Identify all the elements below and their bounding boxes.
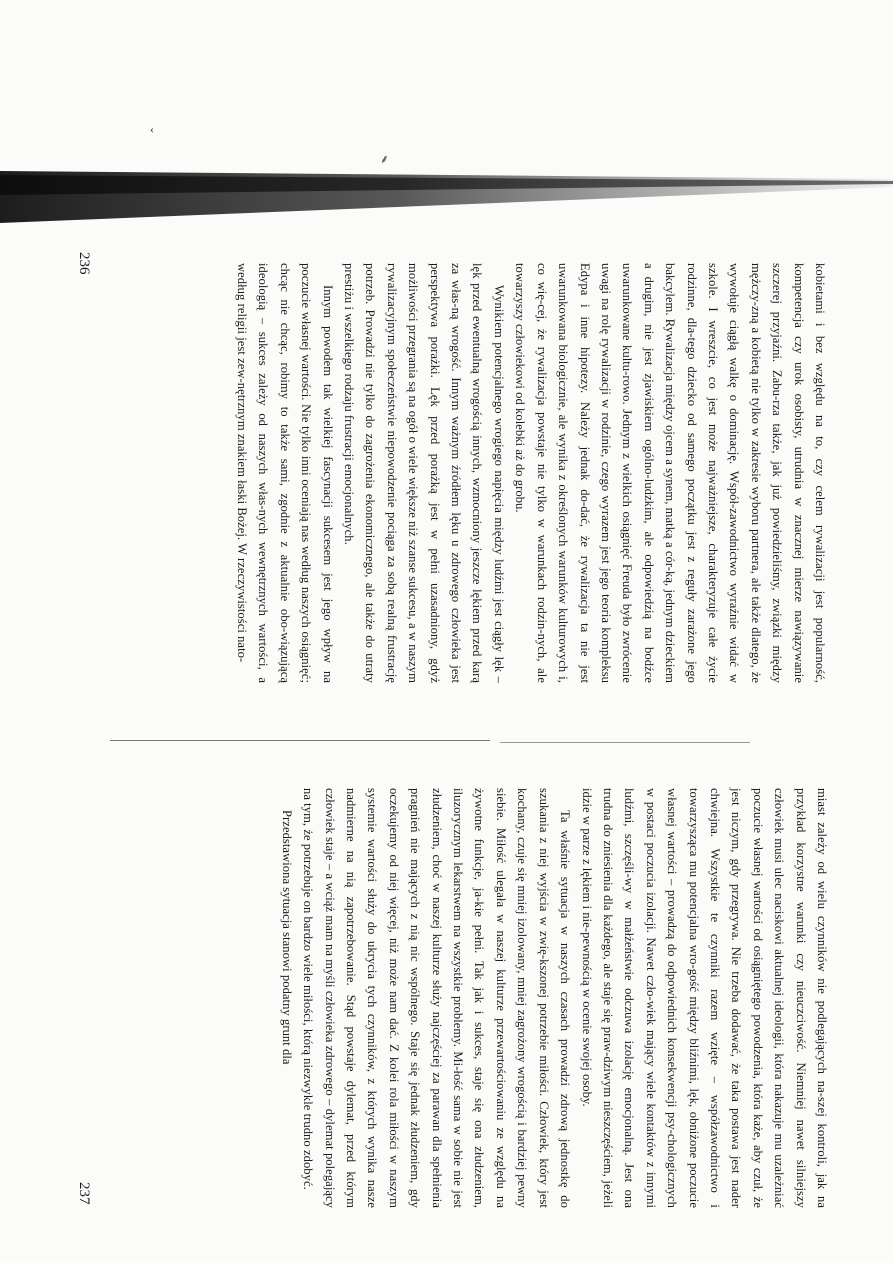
page-237-text <box>275 788 832 1208</box>
scan-speck: ‹ <box>150 122 154 136</box>
paragraph: Ta właśnie sytuacja w naszych czasach prowadzi zdrową jednostkę do szukania z niej wyjścia w zwię-kszonej potrzebie miłości. Człowiek, który jest kochany, czuje się mniej izolowany, mniej zagrożony wrogością i bardziej pewny siebie. Miłość ulegała w naszej kulturze przewartościowaniu ze względu na żywotne funkcje, ja-kie pełni. Tak jak i sukces, staje się ona złudzeniem, iluzorycznym lekarstwem na wszystkie problemy. Mi-łość sama w sobie nie jest złudzeniem, choć w naszej kulturze służy najczęściej za parawan dla spełnienia pragnień nie mających z nią nic wspólnego. Staje się jednak złudzeniem, gdy oczekujemy od niej więcej, niż może nam dać. Z kolei rola miłości w naszym systemie wartości służy do ukrycia tych czynników, z których wynika nasze nadmierne na nią zapotrzebowanie. Stąd powstaje dylemat, przed którym człowiek staje – a wciąż mam na myśli człowieka zdrowego – dylemat polegający na tym, że potrzebuje on bardzo wiele miłości, którą niezwykle trudno zdobyć. <box>301 788 573 1208</box>
page-236-text <box>231 263 830 683</box>
page-number-236: 236 <box>76 252 92 275</box>
paragraph: miast zależy od wielu czynników nie podlegających na-szej kontroli, jak na przykład korzystne warunki czy nieuczciwość. Niemniej nawet silniejszy człowiek musi ulec naciskowi aktualnej ideologii, która nakazuje mu uzależniać poczucie własnej wartości od osiągniętego powodzenia, która każe, aby czuł, że jest niczym, gdy przegrywa. Nie trzeba dodawać, że taka postawa jest nader chwiejna. Wszystkie te czynniki razem wzięte – współzawodnictwo i towarzysząca mu potencjalna wro-gość między bliźnimi, lęk, obniżone poczucie własnej wartości – prowadzą do odpowiednich konsekwencji psy-chologicznych w postaci poczucia izolacji. Nawet czło-wiek mający wiele kontaktów z innymi ludźmi, szczęśli-wy w małżeństwie odczuwa izolację emocjonalną. Jest ona trudna do zniesienia dla każdego, ale staje się praw-dziwym nieszczęściem, jeżeli idzie w parze z lękiem i nie-pewnością w ocenie swojej osoby. <box>579 788 829 1208</box>
paragraph: Przedstawiona sytuacja stanowi podatny grunt dla <box>279 810 294 1065</box>
paragraph: Wynikiem potencjalnego wrogiego napięcia między ludźmi jest ciągły lęk – lęk przed ewentualną wrogością innych, wzmocniony jeszcze lękiem przed karą za włas-ną wrogość. Innym ważnym źródłem lęku u zdrowego człowieka jest perspektywa porażki. Lęk przed porażką jest w pełni uzasadniony, gdyż możliwości przegrania są na ogół o wiele większe niż szanse sukcesu, a w naszym rywalizacyjnym społeczeństwie niepowodzenie pociąga za sobą realną frustrację potrzeb. Prowadzi nie tylko do zagrożenia ekonomicznego, ale także do utraty prestiżu i wszelkiego rodzaju frustracji emocjonalnych. <box>342 263 506 683</box>
page-number-237: 237 <box>76 1182 92 1205</box>
paragraph: kobietami i bez względu na to, czy celem rywalizacji jest popularność, kompetencja czy urok osobisty, utrudnia w znacznej mierze nawiązywanie szczerej przyjaźni. Zabu-rza także, jak już powiedzieliśmy, związki między mężczy-zną a kobietą nie tylko w zakresie wyboru partnera, ale także dlatego, że wywołuje ciągłą walkę o dominację. Współ-zawodnictwo wyraźnie widać w szkole. I wreszcie, co jest może najważniejsze, charakteryzuje całe życie rodzinne, dla-tego dziecko od samego początku jest z reguły zarażone jego bakcylem. Rywalizacja między ojcem a synem, matką a cór-ką, jednym dzieckiem a drugim, nie jest zjawiskiem ogólno-ludzkim, ale odpowiedzią na bodźce uwarunkowane kultu-rowo. Jednym z wielkich osiągnięć Freuda było zwrócenie uwagi na rolę rywalizacji w rodzinie, czego wyrazem jest jego teoria kompleksu Edypa i inne hipotezy. Należy jednak do-dać, że rywalizacja ta nie jest uwarunkowana biologicznie, ale wynika z określonych warunków kulturowych i, co wię-cej, że rywalizacja powstaje nie tylko w warunkach rodzin-nych, ale towarzyszy człowiekowi od kolebki aż do grobu. <box>513 263 827 683</box>
scan-spine-shadow <box>0 165 893 227</box>
page-divider-right <box>500 742 750 743</box>
page-divider-left <box>110 740 490 741</box>
scan-speck: ⸙ <box>380 152 390 166</box>
paragraph: Innym powodem tak wielkiej fascynacji sukcesem jest jego wpływ na poczucie własnej wartości. Nie tylko inni oceniają nas według naszych osiągnięć; chcąc nie chcąc, robimy to także sami, zgodnie z aktualnie obo-wiązującą ideologią – sukces zależy od naszych włas-nych wewnętrznych wartości, a według religii jest zew-nętrznym znakiem łaski Bożej. W rzeczywistości nato- <box>235 263 335 683</box>
